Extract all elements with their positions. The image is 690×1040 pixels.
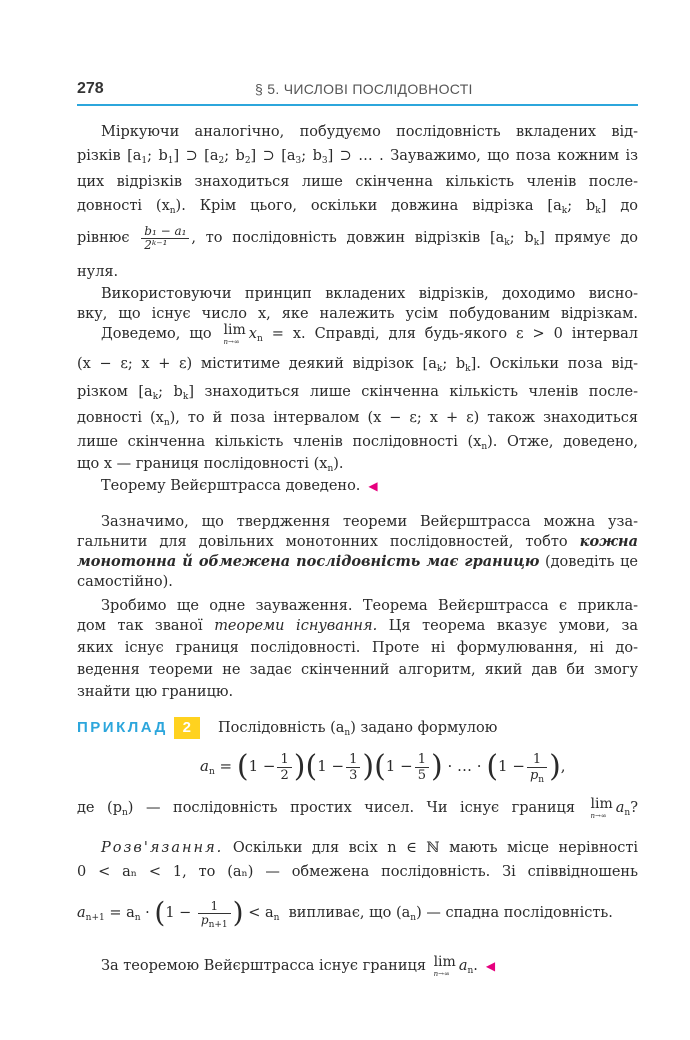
text-line: лише скінченна кількість членів послідовності $(x_n)$. Отже, доведено, — [77, 434, 638, 452]
page-header — [77, 80, 638, 104]
text-line: За теоремою Вейєрштрасса існує границя lim n→∞ $a_n$. ◀ — [101, 954, 496, 978]
text-line: Розв'язання. Оскільки для всіх n ∈ ℕ мають місце нерівності — [101, 840, 638, 856]
limit: lim n→∞ — [590, 796, 613, 820]
text-line: Міркуючи аналогічно, побудуємо послідовність вкладених від- — [101, 124, 638, 140]
text-line: різків [$a_1$; $b_1$] ⊃ [$a_2$; $b_2$] ⊃ [$a_3$; $b_3$] ⊃ … . Зауважимо, що поза кожним із — [77, 148, 639, 166]
text-line: дом так званої теореми існування. Ця теорема вказує умови, за — [77, 618, 639, 634]
text-line: Теорему Вейєрштрасса доведено. ◀ — [101, 478, 378, 494]
text-line: ведення теореми не задає скінченний алгоритм, який дав би змогу — [77, 662, 638, 678]
text-line: нуля. — [77, 264, 119, 280]
text-line: Послідовність $(a_n)$ задано формулою — [218, 720, 498, 738]
fraction: $\frac{\text{b₁ − a₁}}{\text{2ᵏ⁻¹}}$ — [141, 225, 189, 252]
text-line: довності $(x_n)$. Крім цього, оскільки довжина відрізка [$a_k$; $b_k$] до — [77, 198, 638, 216]
end-of-solution-icon: ◀ — [485, 959, 496, 973]
text-line: гальнити для довільних монотонних послідовностей, тобто кожна — [77, 533, 639, 550]
text-line: Зазначимо, що твердження теореми Вейєрштрасса можна уза- — [101, 514, 638, 530]
limit: lim n→∞ — [433, 954, 456, 978]
text-line: що x — границя послідовності $(x_n)$. — [77, 456, 344, 474]
text-line: Використовуючи принцип вкладених відрізків, доходимо висно- — [101, 286, 638, 302]
text-line: різком [$a_k$; $b_k$] знаходиться лише скінченна кількість членів после- — [77, 384, 639, 402]
text-line: самостійно). — [77, 574, 173, 590]
text-line: довності $(x_n)$, то й поза інтервалом (x − ε; x + ε) також знаходиться — [77, 410, 638, 428]
limit: lim n→∞ — [223, 322, 246, 346]
text-line: Зробимо ще одне зауваження. Теорема Вейєрштрасса є прикла- — [101, 598, 638, 614]
end-of-proof-icon: ◀ — [368, 479, 378, 493]
text-line: цих відрізків знаходиться лише скінченна кількість членів после- — [77, 174, 638, 190]
section-title: § 5. ЧИСЛОВІ ПОСЛІДОВНОСТІ — [255, 81, 473, 97]
text-line: 0 < aₙ < 1, то (aₙ) — обмежена послідовність. Зі співвідношень — [77, 864, 638, 880]
example-number-badge: 2 — [174, 717, 200, 739]
text-line: рівнює $\frac{\text{b₁ − a₁}}{\text{2ᵏ⁻¹}}$ , то послідовність довжин відрізків [$a_k$; $b_k$] прямує до — [77, 223, 639, 252]
page-number: 278 — [77, 80, 104, 97]
text-line: монотонна й обмежена послідовність має границю (доведіть це — [77, 553, 638, 570]
header-rule — [77, 104, 638, 106]
recurrence-inequality: $a_{n+1} = a_n \cdot (1$ − $\frac{1}{p_{n+1}}$ ) < $a_n$ випливає, що $(a_n)$ — спадна послідовність. — [77, 896, 613, 930]
text-line: Доведемо, що lim n→∞ $x_n = x$. Справді, для будь-якого ε > 0 інтервал — [101, 322, 638, 346]
text-line: знайти цю границю. — [77, 684, 234, 700]
solution-label: Розв'язання. — [101, 840, 224, 856]
example-heading — [77, 717, 200, 739]
text-line: де $(p_n)$ — послідовність простих чисел. Чи існує границя lim n→∞ $a_n$? — [77, 796, 638, 820]
text-line: вку, що існує число x, яке належить усім побудованим відрізкам. — [77, 306, 638, 322]
text-line: яких існує границя послідовності. Проте ні формулювання, ні до- — [77, 640, 638, 656]
text-line: (x − ε; x + ε) міститиме деякий відрізок [$a_k$; $b_k$]. Оскільки поза від- — [77, 356, 639, 374]
example-label: ПРИКЛАД — [77, 719, 168, 736]
product-formula: $a_n = (1$ − $\frac{1}{2}$ )(1 − $\frac{1}{3}$ )(1 − $\frac{1}{5}$ ) · … · (1 − $\frac{1}{p_n}$ ), — [200, 749, 566, 785]
